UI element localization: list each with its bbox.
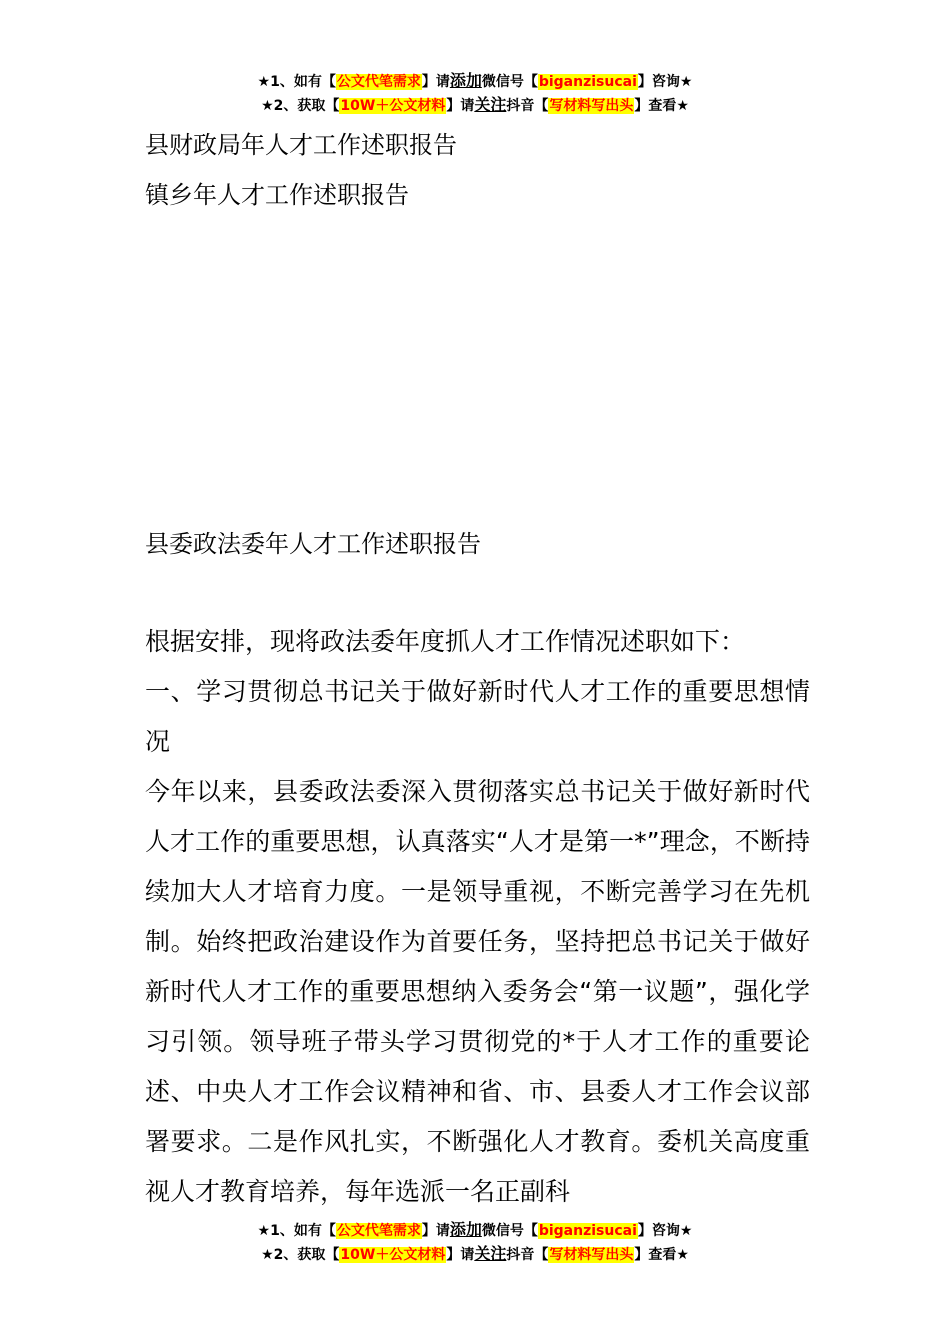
banner-line-1 (0, 1218, 950, 1242)
banner-underline: 关注 (474, 95, 507, 114)
banner-underline: 添加 (449, 71, 482, 90)
banner-text: 】查看★ (634, 98, 689, 114)
banner-text: 抖音【 (506, 98, 549, 114)
section-heading-1: 一、学习贯彻总书记关于做好新时代人才工作的重要思想情况 (145, 677, 810, 756)
banner-line-1 (0, 69, 950, 93)
banner-underline: 添加 (449, 1220, 482, 1239)
banner-wechat-id: biganzisucai (538, 74, 637, 90)
banner-text: ★2、获取【 (261, 98, 340, 114)
banner-text: 】咨询★ (637, 74, 693, 90)
banner-douyin-name: 写材料写出头 (549, 1247, 634, 1263)
banner-line-2 (0, 93, 950, 117)
banner-text: ★1、如有【 (257, 74, 336, 90)
banner-text: ★2、获取【 (261, 1247, 340, 1263)
heading-township: 镇乡年人才工作述职报告 (145, 181, 409, 209)
banner-text: 微信号【 (481, 74, 538, 90)
banner-highlight: 10W＋公文材料 (340, 98, 446, 114)
banner-text: 】查看★ (634, 1247, 689, 1263)
banner-underline: 关注 (474, 1244, 507, 1263)
paragraph-main: 今年以来，县委政法委深入贯彻落实总书记关于做好新时代人才工作的重要思想，认真落实“人才是第一*”理念，不断持续加大人才培育力度。一是领导重视，不断完善学习在先机制。始终把政治建设作为首要任务，坚持把总书记关于做好新时代人才工作的重要思想纳入委务会“第一议题”，强化学习引领。领导班子带头学习贯彻党的*于人才工作的重要论述、中央人才工作会议精神和省、市、县委人才工作会议部署要求。二是作风扎实，不断强化人才教育。委机关高度重视人才教育培养，每年选派一名正副科 (145, 777, 810, 1206)
heading-political-legal: 县委政法委年人才工作述职报告 (145, 530, 481, 558)
banner-highlight: 10W＋公文材料 (340, 1247, 446, 1263)
banner-text: 抖音【 (506, 1247, 549, 1263)
heading-finance-bureau: 县财政局年人才工作述职报告 (145, 131, 457, 159)
report-body (145, 617, 810, 1217)
top-banner (0, 69, 950, 117)
banner-text: 】请 (446, 1247, 475, 1263)
banner-text: 】咨询★ (637, 1223, 693, 1239)
paragraph-intro: 根据安排，现将政法委年度抓人才工作情况述职如下： (145, 627, 746, 656)
bottom-banner (0, 1218, 950, 1266)
banner-text: 微信号【 (481, 1223, 538, 1239)
banner-line-2 (0, 1242, 950, 1266)
banner-text: ★1、如有【 (257, 1223, 336, 1239)
banner-douyin-name: 写材料写出头 (549, 98, 634, 114)
banner-highlight: 公文代笔需求 (336, 1223, 421, 1239)
banner-text: 】请 (421, 1223, 450, 1239)
banner-text: 】请 (446, 98, 475, 114)
banner-highlight: 公文代笔需求 (336, 74, 421, 90)
banner-wechat-id: biganzisucai (538, 1223, 637, 1239)
banner-text: 】请 (421, 74, 450, 90)
